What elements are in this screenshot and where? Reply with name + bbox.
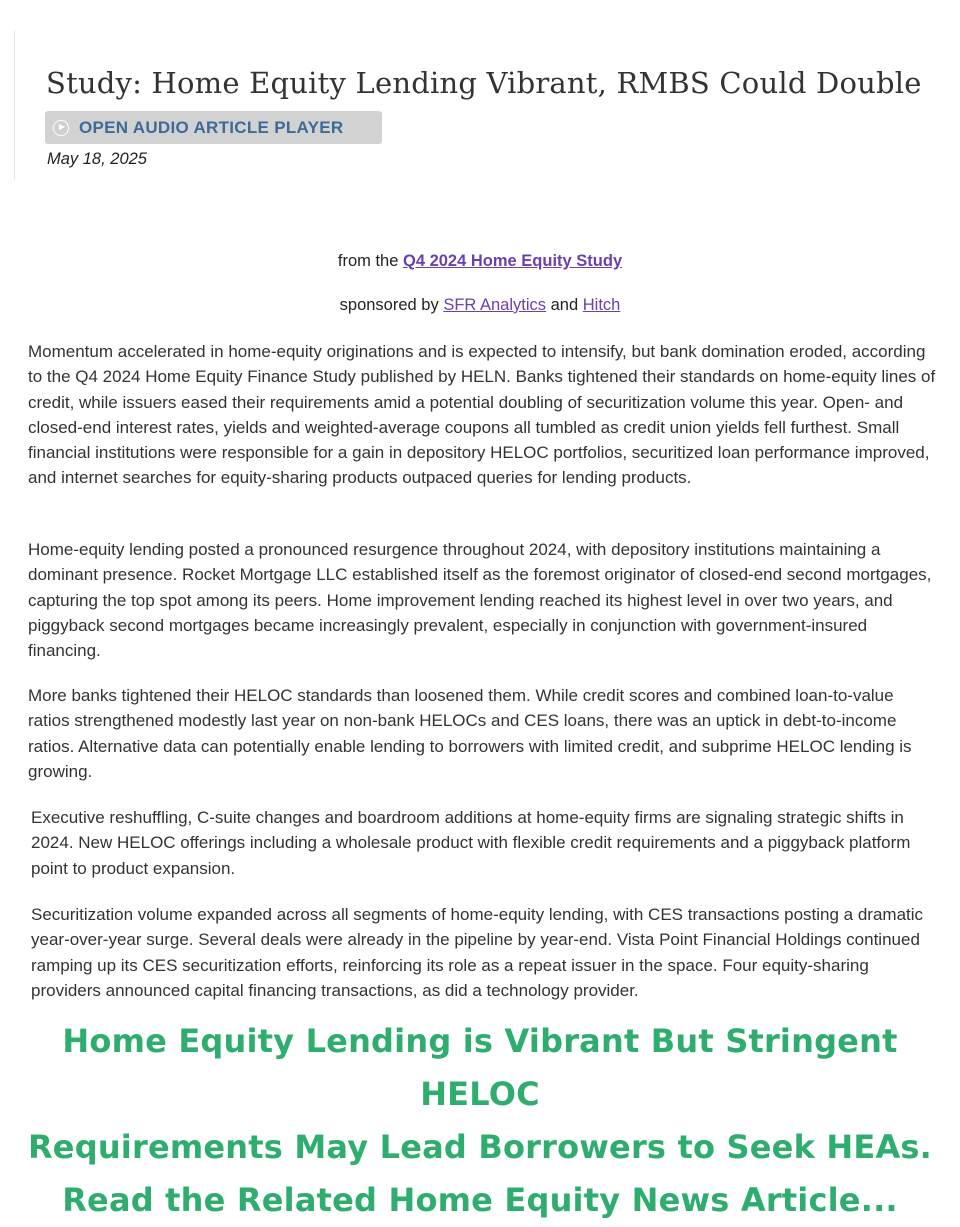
paragraph-2: Home-equity lending posted a pronounced resurgence throughout 2024, with depository institutions maintaining a dominant presence. Rocket Mortgage LLC established itself as the foremost originator of closed-end second mortgages, capturing the top spot among its peers. Home improvement lending reached its highest level in over two years, and piggyback second mortgages became increasingly prevalent, especially in conjunction with government-insured financing. [28,540,932,661]
left-divider [14,30,15,180]
sponsor-line [0,296,960,315]
article-date: May 18, 2025 [47,150,147,168]
banner-line-3: Read the Related Home Equity News Article... [62,1181,898,1219]
study-link[interactable]: Q4 2024 Home Equity Study [402,252,623,270]
paragraph-5: Securitization volume expanded across all segments of home-equity lending, with CES transactions posting a dramatic year-over-year surge. Several deals were already in the pipeline by year-end. Vista Point Financial Holdings continued ramping up its CES securitization efforts, reinforcing its role as a repeat issuer in the space. Four equity-sharing providers announced capital financing transactions, as did a technology provider. [31,905,924,1000]
article-title: Study: Home Equity Lending Vibrant, RMBS Could Double [46,66,922,100]
paragraph-1: Momentum accelerated in home-equity originations and is expected to intensify, but bank domination eroded, according to the Q4 2024 Home Equity Finance Study published by HELN. Banks tightened their standards on home-equity lines of credit, while issuers eased their requirements amid a potential doubling of securitization volume this year. Open- and closed-end interest rates, yields and weighted-average coupons all tumbled as credit union yields fell furthest. Small financial institutions were responsible for a gain in depository HELOC portfolios, securitized loan performance improved, and internet searches for equity-sharing products outpaced queries for lending products. [28,342,936,488]
audio-button-label: OPEN AUDIO ARTICLE PLAYER [79,117,344,137]
paragraph-4: Executive reshuffling, C-suite changes and boardroom additions at home-equity firms are signaling strategic shifts in 2024. New HELOC offerings including a wholesale product with flexible credit requirements and a piggyback platform point to product expansion. [31,808,911,878]
from-prefix: from the [337,252,399,270]
promo-banner[interactable] [0,1015,960,1227]
play-icon [53,120,69,136]
banner-line-1: Home Equity Lending is Vibrant But Stringent HELOC [62,1022,898,1113]
sponsor-sfr-analytics-link[interactable]: SFR Analytics [443,296,547,314]
banner-line-2: Requirements May Lead Borrowers to Seek HEAs. [27,1128,933,1166]
sponsored-prefix: sponsored by [339,296,439,314]
sponsor-hitch-link[interactable]: Hitch [582,296,621,314]
and-word: and [550,296,579,314]
paragraph-3: More banks tightened their HELOC standards than loosened them. While credit scores and combined loan-to-value ratios strengthened modestly last year on non-bank HELOCs and CES loans, there was an uptick in debt-to-income ratios. Alternative data can potentially enable lending to borrowers with limited credit, and subprime HELOC lending is growing. [28,686,912,781]
open-audio-player-button[interactable] [45,111,382,144]
source-line [0,252,960,271]
